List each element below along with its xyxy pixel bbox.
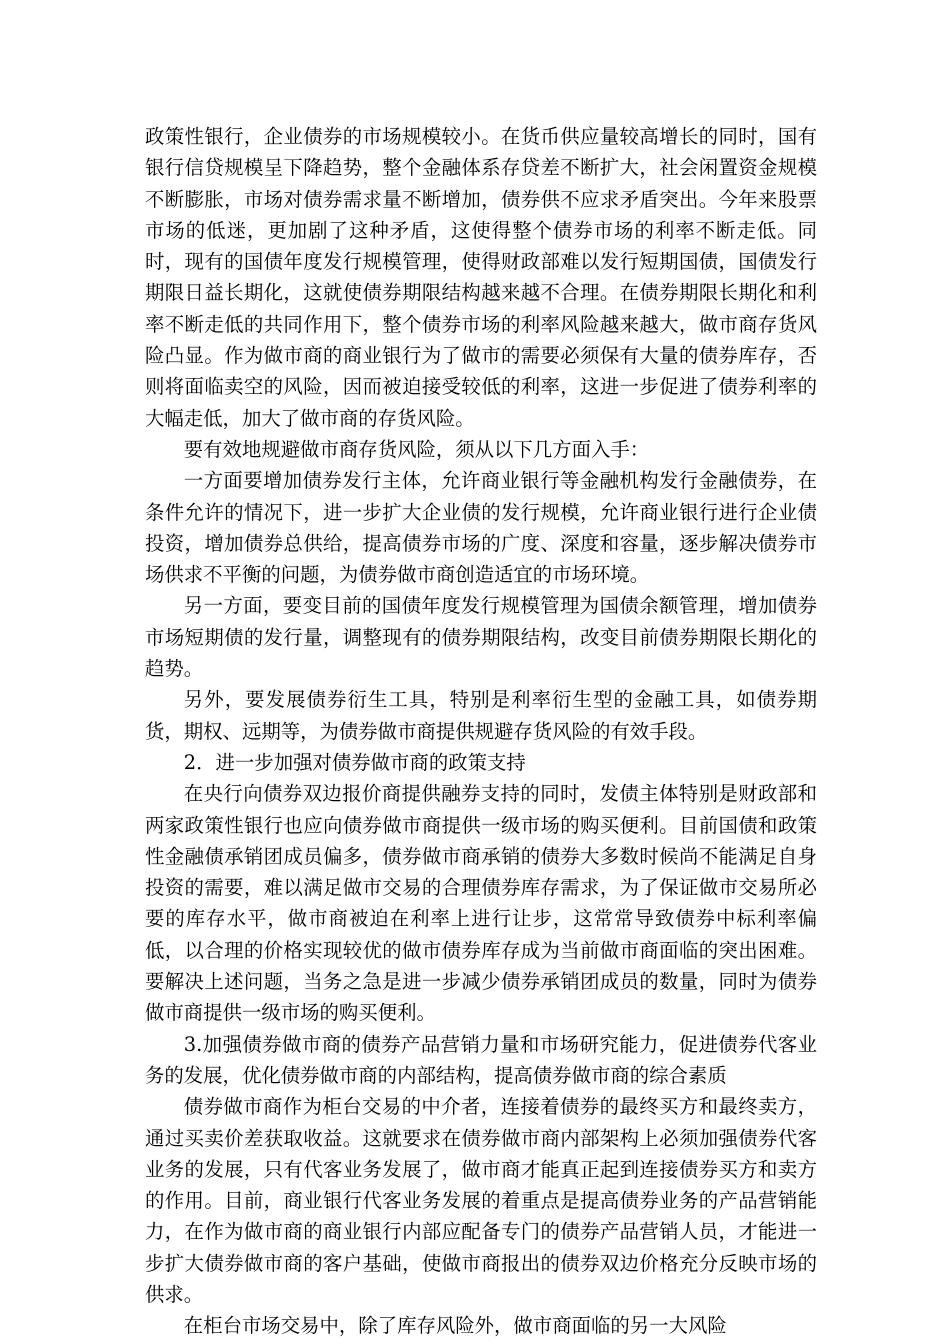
paragraph-inventory-risk-cause: 政策性银行，企业债券的市场规模较小。在货币供应量较高增长的同时，国有银行信贷规模呈下降趋势，整个金融体系存贷差不断扩大，社会闲置资金规模不断膨胀，市场对债券需求量不断增加，债券供不应求矛盾突出。今年来股票市场的低迷，更加剧了这种矛盾，这使得整个债券市场的利率不断走低。同时，现有的国债年度发行规模管理，使得财政部难以发行短期国债，国债发行期限日益长期化，这就使债券期限结构越来越不合理。在债券期限长期化和利率不断走低的共同作用下，整个债券市场的利率风险越来越大，做市商存货风险凸显。作为做市商的商业银行为了做市的需要必须保有大量的债券库存，否则将面临卖空的风险，因而被迫接受较低的利率，这进一步促进了债券利率的大幅走低，加大了做市商的存货风险。 <box>145 125 817 430</box>
section-heading-3: 3.加强债券做市商的债券产品营销力量和市场研究能力，促进债券代客业务的发展，优化债券做市商的内部结构，提高债券做市商的综合素质 <box>145 1032 817 1087</box>
document-page <box>145 121 817 1342</box>
section-heading-2: 2．进一步加强对债券做市商的政策支持 <box>183 750 526 774</box>
paragraph-policy-support: 在央行向债券双边报价商提供融券支持的同时，发债主体特别是财政部和两家政策性银行也应向债券做市商提供一级市场的购买便利。目前国债和政策性金融债承销团成员偏多，债券做市商承销的债券大多数时候尚不能满足自身投资的需要，难以满足做市交易的合理债券库存需求，为了保证做市交易所必要的库存水平，做市商被迫在利率上进行让步，这常常导致债券中标利率偏低，以合理的价格实现较优的做市债券库存成为当前做市商面临的突出困难。要解决上述问题，当务之急是进一步减少债券承销团成员的数量，同时为债券做市商提供一级市场的购买便利。 <box>145 782 817 1025</box>
paragraph-balance-management: 另一方面，要变目前的国债年度发行规模管理为国债余额管理，增加债券市场短期债的发行量，调整现有的债券期限结构，改变目前债券期限长期化的趋势。 <box>145 594 817 681</box>
paragraph-increase-issuers: 一方面要增加债券发行主体，允许商业银行等金融机构发行金融债券，在条件允许的情况下，进一步扩大企业债的发行规模，允许商业银行进行企业债投资，增加债券总供给，提高债券市场的广度、深度和容量，逐步解决债券市场供求不平衡的问题，为债券做市商创造适宜的市场环境。 <box>145 469 817 587</box>
paragraph-client-business: 债券做市商作为柜台交易的中介者，连接着债券的最终买方和最终卖方，通过买卖价差获取收益。这就要求在债券做市商内部架构上必须加强债券代客业务的发展，只有代客业务发展了，做市商才能真正起到连接债券买方和卖方的作用。目前，商业银行代客业务发展的着重点是提高债券业务的产品营销能力，在作为做市商的商业银行内部应配备专门的债券产品营销人员，才能进一步扩大债券做市商的客户基础，使做市商报出的债券双边价格充分反映市场的供求。 <box>145 1095 817 1306</box>
paragraph-otc-risk: 在柜台市场交易中，除了库存风险外，做市商面临的另一大风险 <box>183 1314 727 1338</box>
paragraph-avoid-risk-intro: 要有效地规避做市商存货风险，须从以下几方面入手： <box>183 437 650 461</box>
paragraph-derivatives: 另外，要发展债券衍生工具，特别是利率衍生型的金融工具，如债券期货，期权、远期等，为债券做市商提供规避存货风险的有效手段。 <box>145 688 817 743</box>
